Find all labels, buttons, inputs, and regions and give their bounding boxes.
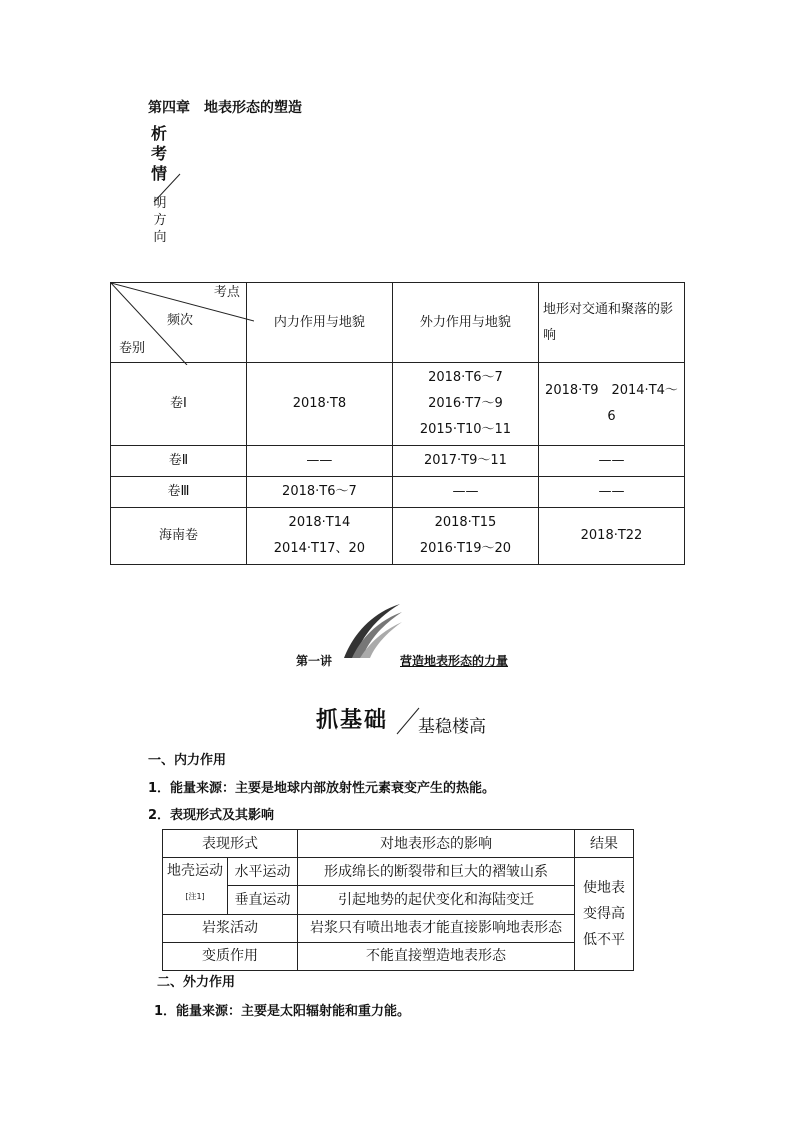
lecture-number: 第一讲 bbox=[296, 654, 333, 668]
internal-force-table bbox=[162, 829, 634, 971]
section-heading: 一、内力作用 bbox=[148, 753, 227, 768]
table-header-row bbox=[163, 830, 634, 858]
table-cell: 2017·T9～11 bbox=[392, 446, 538, 477]
row-label: 卷Ⅲ bbox=[111, 477, 247, 508]
table-cell: 不能直接塑造地表形态 bbox=[298, 942, 575, 970]
crust-movement-label: 地壳运动 bbox=[167, 863, 223, 879]
table-row bbox=[163, 942, 634, 970]
crust-movement-cell bbox=[163, 858, 228, 915]
result-cell: 使地表变得高低不平 bbox=[575, 858, 634, 971]
table-cell: —— bbox=[246, 446, 392, 477]
vertical-subtitle-char: 向 bbox=[153, 230, 167, 245]
row-label: 卷Ⅰ bbox=[111, 363, 247, 446]
column-header: 内力作用与地貌 bbox=[246, 283, 392, 363]
row-label: 海南卷 bbox=[111, 508, 247, 565]
corner-label-paper: 卷别 bbox=[119, 341, 146, 356]
section-vertical-subtitle bbox=[151, 195, 169, 246]
table-cell: 岩浆只有喷出地表才能直接影响地表形态 bbox=[298, 914, 575, 942]
lecture-title: 营造地表形态的力量 bbox=[400, 654, 509, 668]
basics-subtitle: 基稳楼高 bbox=[418, 717, 486, 737]
table-row bbox=[111, 508, 685, 565]
basics-title: 抓基础 bbox=[316, 708, 389, 733]
column-header: 表现形式 bbox=[163, 830, 298, 858]
table-cell: 引起地势的起伏变化和海陆变迁 bbox=[298, 886, 575, 914]
table-header-row bbox=[111, 283, 685, 363]
diagonal-header-cell bbox=[111, 283, 247, 363]
exam-frequency-table bbox=[110, 282, 685, 565]
paragraph: 1．能量来源：主要是地球内部放射性元素衰变产生的热能。 bbox=[148, 781, 496, 796]
table-cell: —— bbox=[538, 446, 684, 477]
table-cell: —— bbox=[392, 477, 538, 508]
table-row bbox=[111, 446, 685, 477]
chapter-title: 第四章 地表形态的塑造 bbox=[148, 100, 302, 116]
table-cell: —— bbox=[538, 477, 684, 508]
section-heading: 二、外力作用 bbox=[157, 975, 236, 990]
table-row bbox=[163, 858, 634, 886]
footnote-marker: [注1] bbox=[185, 892, 205, 901]
table-cell: 2018·T8 bbox=[246, 363, 392, 446]
table-cell: 形成绵长的断裂带和巨大的褶皱山系 bbox=[298, 858, 575, 886]
vertical-title-char: 考 bbox=[150, 144, 167, 163]
vertical-title-char: 情 bbox=[150, 164, 167, 183]
corner-label-topic: 考点 bbox=[213, 285, 240, 300]
table-cell: 变质作用 bbox=[163, 942, 298, 970]
table-row bbox=[163, 914, 634, 942]
vertical-title-char: 析 bbox=[150, 124, 167, 143]
paragraph: 1．能量来源：主要是太阳辐射能和重力能。 bbox=[154, 1004, 411, 1019]
column-header: 对地表形态的影响 bbox=[298, 830, 575, 858]
table-cell: 2018·T6～7 bbox=[246, 477, 392, 508]
table-cell: 2018·T14 2014·T17、20 bbox=[246, 508, 392, 565]
table-cell: 水平运动 bbox=[228, 858, 298, 886]
vertical-subtitle-char: 方 bbox=[153, 213, 167, 228]
column-header: 结果 bbox=[575, 830, 634, 858]
column-header: 地形对交通和聚落的影响 bbox=[538, 283, 684, 363]
row-label: 卷Ⅱ bbox=[111, 446, 247, 477]
lecture-swoosh-logo bbox=[340, 602, 404, 662]
table-cell: 2018·T6～7 2016·T7～9 2015·T10～11 bbox=[392, 363, 538, 446]
table-row bbox=[111, 477, 685, 508]
paragraph: 2．表现形式及其影响 bbox=[148, 808, 275, 823]
table-cell: 垂直运动 bbox=[228, 886, 298, 914]
table-cell: 岩浆活动 bbox=[163, 914, 298, 942]
vertical-subtitle-char: 明 bbox=[153, 196, 167, 211]
table-cell: 2018·T9 2014·T4～6 bbox=[538, 363, 684, 446]
table-row bbox=[111, 363, 685, 446]
table-cell: 2018·T22 bbox=[538, 508, 684, 565]
table-cell: 2018·T15 2016·T19～20 bbox=[392, 508, 538, 565]
corner-label-frequency: 频次 bbox=[167, 313, 194, 328]
table-row bbox=[163, 886, 634, 914]
column-header: 外力作用与地貌 bbox=[392, 283, 538, 363]
